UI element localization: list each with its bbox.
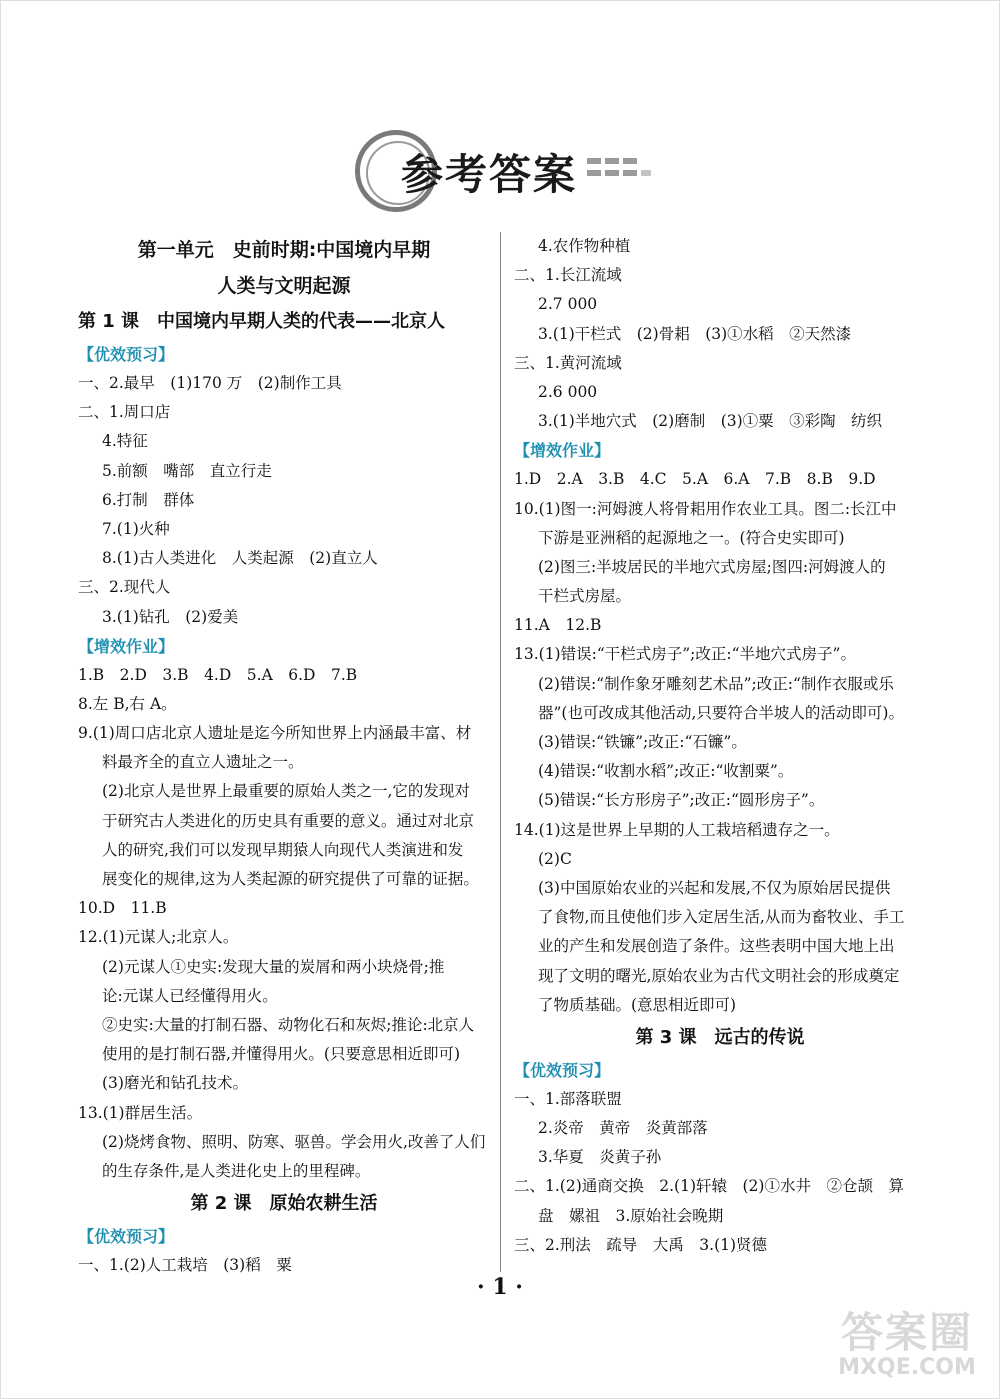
section-tag-preview: 【优效预习】: [78, 1227, 175, 1247]
answer-line: 7.(1)火种: [102, 519, 170, 538]
watermark-url: MXQE.COM: [838, 1355, 976, 1380]
answer-line: 下游是亚洲稻的起源地之一。(符合史实即可): [538, 528, 845, 547]
answer-line: 2.炎帝 黄帝 炎黄部落: [538, 1119, 708, 1138]
answer-line: 使用的是打制石器,并懂得用火。(只要意思相近即可): [102, 1045, 461, 1064]
answer-line: 14.(1)这是世界上早期的人工栽培稻遗存之一。: [514, 820, 840, 839]
section-tag-preview: 【优效预习】: [78, 345, 175, 364]
answer-line: 现了文明的曙光,原始农业为古代文明社会的形成奠定: [538, 966, 900, 985]
right-column: [514, 232, 926, 1260]
answer-line: (3)磨光和钻孔技术。: [102, 1074, 248, 1093]
answer-line: 4.特征: [102, 432, 148, 451]
answer-line: 业的产生和发展创造了条件。这些表明中国大地上出: [538, 937, 895, 956]
answer-line: 三、1.黄河流域: [514, 353, 622, 372]
answer-line: 人的研究,我们可以发现早期猿人向现代人类演进和发: [102, 840, 464, 859]
answer-line: 三、2.现代人: [78, 578, 171, 597]
answer-line: 9.(1)周口店北京人遗址是迄今所知世界上内涵最丰富、材: [78, 724, 472, 743]
answer-line: 12.(1)元谋人;北京人。: [78, 928, 239, 947]
answer-line: 1.B 2.D 3.B 4.D 5.A 6.D 7.B: [78, 665, 358, 684]
answer-line: 11.A 12.B: [514, 616, 602, 635]
answer-line: 一、2.最早 (1)170 万 (2)制作工具: [78, 374, 342, 392]
answer-line: 展变化的规律,这为人类起源的研究提供了可靠的证据。: [102, 870, 479, 888]
left-column: [78, 232, 490, 1280]
answer-line: 于研究古人类进化的历史具有重要的意义。通过对北京: [102, 811, 475, 830]
section-tag-preview: 【优效预习】: [514, 1060, 611, 1080]
answer-line: 器”(也可改成其他活动,只要符合半坡人的活动即可)。: [538, 703, 904, 722]
answer-line: 盘 嫘祖 3.原始社会晚期: [538, 1206, 724, 1225]
answer-line: 二、1.长江流域: [514, 266, 622, 285]
answer-line: 1.D 2.A 3.B 4.C 5.A 6.A 7.B 8.B 9.D: [514, 470, 876, 489]
answer-line: (2)图三:半坡居民的半地穴式房屋;图四:河姆渡人的: [538, 557, 886, 576]
answer-line: (2)北京人是世界上最重要的原始人类之一,它的发现对: [102, 782, 470, 801]
answer-line: 的生存条件,是人类进化史上的里程碑。: [102, 1161, 371, 1180]
answer-line: 论:元谋人已经懂得用火。: [102, 986, 278, 1005]
answer-line: 三、2.刑法 疏导 大禹 3.(1)贤德: [514, 1235, 768, 1254]
section-tag-homework: 【增效作业】: [78, 636, 175, 656]
answer-line: (2)烧烤食物、照明、防寒、驱兽。学会用火,改善了人们: [102, 1132, 486, 1151]
answer-line: 二、1.周口店: [78, 403, 171, 422]
answer-line: 2.7 000: [538, 295, 598, 314]
answer-line: 10.(1)图一:河姆渡人将骨耜用作农业工具。图二:长江中: [514, 499, 897, 518]
answer-line: 料最齐全的直立人遗址之一。: [102, 753, 304, 772]
dash-ornament-icon: [587, 158, 657, 182]
answer-line: 3.(1)钻孔 (2)爱美: [102, 607, 239, 626]
answer-line: 了食物,而且使他们步入定居生活,从而为畜牧业、手工: [538, 908, 905, 927]
answer-line: 4.农作物种植: [538, 237, 631, 255]
answer-line: (2)C: [538, 849, 572, 868]
answer-line: (5)错误:“长方形房子”;改正:“圆形房子”。: [538, 791, 825, 810]
answer-line: (3)中国原始农业的兴起和发展,不仅为原始居民提供: [538, 878, 891, 897]
answer-line: 3.华夏 炎黄子孙: [538, 1148, 662, 1167]
answer-line: ②史实:大量的打制石器、动物化石和灰烬;推论:北京人: [102, 1015, 475, 1034]
answer-header: [355, 128, 655, 218]
page-title: 参考答案: [401, 150, 578, 199]
watermark-text: 答案圈: [840, 1308, 973, 1357]
lesson-1-title: 第 1 课 中国境内早期人类的代表——北京人: [78, 311, 446, 332]
answer-line: 8.左 B,右 A。: [78, 694, 177, 713]
watermark-logo: [822, 1310, 992, 1390]
answer-line: 一、1.(2)人工栽培 (3)稻 粟: [78, 1256, 292, 1275]
answer-line: (2)错误:“制作象牙雕刻艺术品”;改正:“制作衣服或乐: [538, 674, 894, 693]
column-divider: [500, 232, 501, 1272]
answer-line: (3)错误:“铁镰”;改正:“石镰”。: [538, 733, 747, 751]
page-number: · 1 ·: [477, 1274, 523, 1300]
answer-line: 了物质基础。(意思相近即可): [538, 995, 737, 1014]
answer-line: (2)元谋人①史实:发现大量的炭屑和两小块烧骨;推: [102, 957, 445, 976]
answer-line: 5.前额 嘴部 直立行走: [102, 461, 272, 480]
lesson-3-title: 第 3 课 远古的传说: [635, 1026, 805, 1048]
unit-title: 第一单元 史前时期:中国境内早期: [137, 239, 431, 261]
answer-line: 8.(1)古人类进化 人类起源 (2)直立人: [102, 549, 378, 568]
unit-subtitle: 人类与文明起源: [217, 275, 351, 297]
answer-line: 3.(1)干栏式 (2)骨耜 (3)①水稻 ②天然漆: [538, 324, 852, 343]
answer-line: 13.(1)群居生活。: [78, 1103, 203, 1122]
answer-line: 3.(1)半地穴式 (2)磨制 (3)①粟 ③彩陶 纺织: [538, 412, 883, 431]
answer-line: 一、1.部落联盟: [514, 1089, 622, 1108]
answer-line: 13.(1)错误:“干栏式房子”;改正:“半地穴式房子”。: [514, 645, 856, 664]
answer-line: (4)错误:“收割水稻”;改正:“收割粟”。: [538, 762, 794, 781]
answer-line: 6.打制 群体: [102, 490, 195, 509]
section-tag-homework: 【增效作业】: [514, 441, 611, 461]
answer-line: 干栏式房屋。: [538, 587, 632, 606]
lesson-2-title: 第 2 课 原始农耕生活: [190, 1193, 378, 1215]
answer-line: 2.6 000: [538, 382, 598, 401]
answer-line: 10.D 11.B: [78, 899, 167, 918]
answer-line: 二、1.(2)通商交换 2.(1)轩辕 (2)①水井 ②仓颉 算: [514, 1177, 904, 1196]
